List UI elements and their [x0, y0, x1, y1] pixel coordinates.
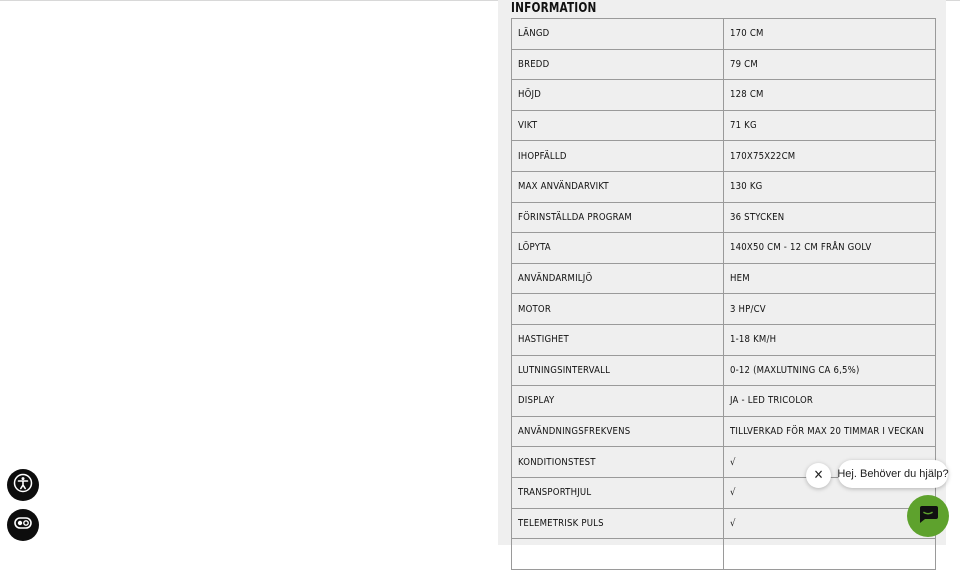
- spec-value: 71 KG: [724, 110, 936, 141]
- accessibility-icon: [13, 473, 33, 497]
- spec-value: 79 CM: [724, 49, 936, 80]
- spec-value: 130 KG: [724, 171, 936, 202]
- spec-label: TRANSPORTHJUL: [512, 477, 724, 508]
- spec-label: DISPLAY: [512, 386, 724, 417]
- chat-greeting[interactable]: Hej. Behöver du hjälp?: [838, 460, 948, 488]
- spec-row: [512, 110, 936, 141]
- spec-value: 0-12 (MAXLUTNING CA 6,5%): [724, 355, 936, 386]
- close-icon: ✕: [813, 468, 824, 483]
- spec-label: IHOPFÄLLD: [512, 141, 724, 172]
- spec-row: [512, 233, 936, 264]
- spec-label: KONDITIONSTEST: [512, 447, 724, 478]
- spec-value: √: [724, 447, 936, 478]
- view-toggle-button[interactable]: [7, 509, 39, 541]
- spec-label: [512, 539, 724, 570]
- spec-row: [512, 19, 936, 50]
- spec-row: [512, 80, 936, 111]
- spec-value: 170 CM: [724, 19, 936, 50]
- spec-label: FÖRINSTÄLLDA PROGRAM: [512, 202, 724, 233]
- spec-value: 128 CM: [724, 80, 936, 111]
- spec-value: JA - LED TRICOLOR: [724, 386, 936, 417]
- spec-row: [512, 49, 936, 80]
- spec-value: 36 STYCKEN: [724, 202, 936, 233]
- spec-value: 140X50 CM - 12 CM FRÅN GOLV: [724, 233, 936, 264]
- spec-row: [512, 202, 936, 233]
- spec-value: 1-18 KM/H: [724, 324, 936, 355]
- spec-row: [512, 416, 936, 447]
- section-title: INFORMATION: [511, 1, 597, 16]
- spec-label: BREDD: [512, 49, 724, 80]
- spec-row: [512, 508, 936, 539]
- spec-row: [512, 386, 936, 417]
- chat-close-button[interactable]: [806, 463, 831, 488]
- chat-icon: [917, 504, 939, 528]
- spec-label: LUTNINGSINTERVALL: [512, 355, 724, 386]
- spec-row: [512, 324, 936, 355]
- spec-label: MAX ANVÄNDARVIKT: [512, 171, 724, 202]
- view-toggle-icon: [13, 513, 33, 537]
- spec-value: TILLVERKAD FÖR MAX 20 TIMMAR I VECKAN: [724, 416, 936, 447]
- spec-label: ANVÄNDARMILJÖ: [512, 263, 724, 294]
- spec-value: 170X75X22CM: [724, 141, 936, 172]
- spec-value: 3 HP/CV: [724, 294, 936, 325]
- spec-label: HÖJD: [512, 80, 724, 111]
- spec-label: HASTIGHET: [512, 324, 724, 355]
- spec-value: √: [724, 477, 936, 508]
- spec-row: [512, 355, 936, 386]
- spec-row: [512, 263, 936, 294]
- spec-label: LÄNGD: [512, 19, 724, 50]
- spec-label: VIKT: [512, 110, 724, 141]
- spec-row: [512, 539, 936, 570]
- spec-value: HEM: [724, 263, 936, 294]
- spec-value: [724, 539, 936, 570]
- spec-label: LÖPYTA: [512, 233, 724, 264]
- spec-label: TELEMETRISK PULS: [512, 508, 724, 539]
- spec-value: √: [724, 508, 936, 539]
- chat-launcher-button[interactable]: [907, 495, 949, 537]
- spec-row: [512, 294, 936, 325]
- spec-row: [512, 171, 936, 202]
- spec-label: MOTOR: [512, 294, 724, 325]
- spec-row: [512, 141, 936, 172]
- spec-label: ANVÄNDNINGSFREKVENS: [512, 416, 724, 447]
- accessibility-button[interactable]: [7, 469, 39, 501]
